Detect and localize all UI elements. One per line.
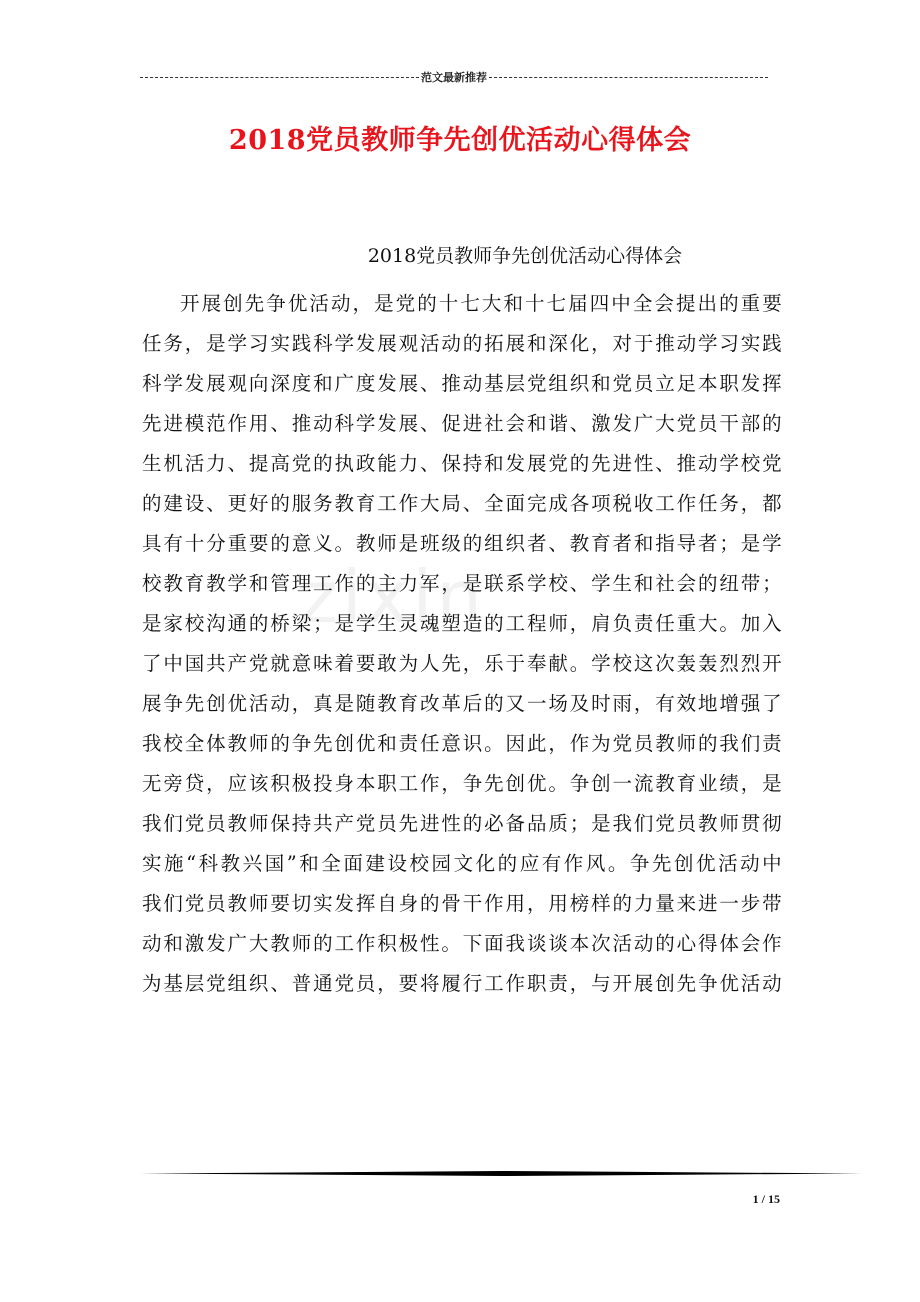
text-line: 校教育教学和管理工作的主力军，是联系学校、学生和社会的纽带； xyxy=(142,572,782,595)
text-line: 为基层党组织、普通党员，要将履行工作职责，与开展创先争优活动 xyxy=(142,972,782,995)
footer-rule xyxy=(140,1171,862,1176)
text-line: 无旁贷，应该积极投身本职工作，争先创优。争创一流教育业绩，是 xyxy=(142,772,782,795)
document-title: 2018党员教师争先创优活动心得体会 xyxy=(228,125,692,156)
text-line: 我们党员教师保持共产党员先进性的必备品质；是我们党员教师贯彻 xyxy=(142,812,782,835)
text-line: 科学发展观向深度和广度发展、推动基层党组织和党员立足本职发挥 xyxy=(142,372,782,395)
body-paragraph xyxy=(142,284,782,1004)
header-dashes-left xyxy=(140,77,419,78)
text-line: 的建设、更好的服务教育工作大局、全面完成各项税收工作任务，都 xyxy=(142,492,782,515)
text-line: 我校全体教师的争先创优和责任意识。因此，作为党员教师的我们责 xyxy=(142,732,782,755)
header-dashes-right xyxy=(489,77,768,78)
text-line: 任务，是学习实践科学发展观活动的拓展和深化，对于推动学习实践 xyxy=(142,332,782,355)
text-line: 开展创先争优活动，是党的十七大和十七届四中全会提出的重要 xyxy=(180,292,782,315)
text-line: 具有十分重要的意义。教师是班级的组织者、教育者和指导者；是学 xyxy=(142,532,782,555)
document-subtitle: 2018党员教师争先创优活动心得体会 xyxy=(367,245,683,267)
header-label: 范文最新推荐 xyxy=(421,71,487,84)
text-line: 了中国共产党就意味着要敢为人先，乐于奉献。学校这次轰轰烈烈开 xyxy=(142,652,782,675)
page-header xyxy=(140,68,768,86)
text-line: 生机活力、提高党的执政能力、保持和发展党的先进性、推动学校党 xyxy=(142,452,782,475)
text-line: 我们党员教师要切实发挥自身的骨干作用，用榜样的力量来进一步带 xyxy=(142,892,782,915)
page-number: 1 / 15 xyxy=(752,1192,780,1206)
text-line: 动和激发广大教师的工作积极性。下面我谈谈本次活动的心得体会作 xyxy=(142,932,782,955)
text-line: 展争先创优活动，真是随教育改革后的又一场及时雨，有效地增强了 xyxy=(142,692,782,715)
text-line: 先进模范作用、推动科学发展、促进社会和谐、激发广大党员干部的 xyxy=(142,412,782,435)
watermark: zixin xyxy=(300,555,487,639)
text-line: 实施“科教兴国”和全面建设校园文化的应有作风。争先创优活动中 xyxy=(142,852,782,875)
text-line: 是家校沟通的桥梁；是学生灵魂塑造的工程师，肩负责任重大。加入 xyxy=(142,612,782,635)
